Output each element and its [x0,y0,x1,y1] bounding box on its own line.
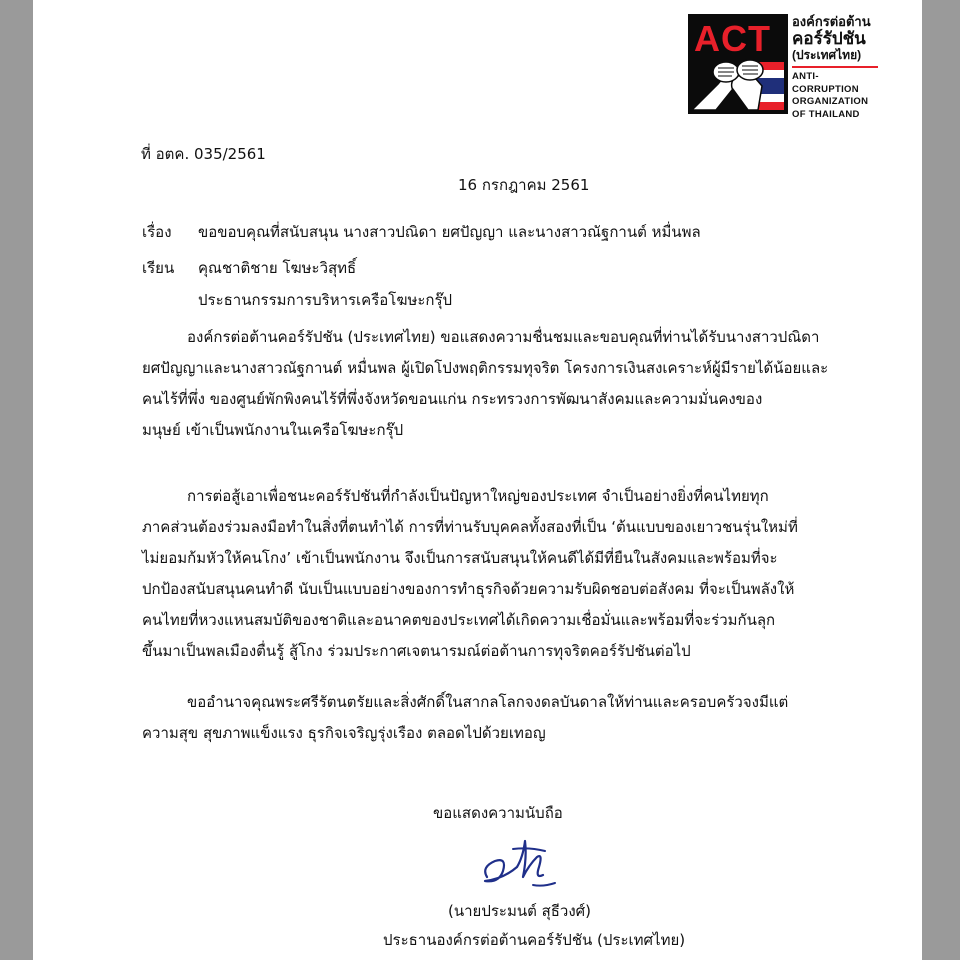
paragraph-line: ภาคส่วนต้องร่วมลงมือทำในสิ่งที่ตนทำได้ การที่ท่านรับบุคคลทั้งสองที่เป็น ‘ต้นแบบของเยาวชนรุ่นใหม่ที่ [142,518,798,536]
recipient-label: เรียน [142,259,175,277]
paragraph-line: ยศปัญญาและนางสาวณัฐกานต์ หมื่นพล ผู้เปิดโปงพฤติกรรมทุจริต โครงการเงินสงเคราะห์ผู้มีรายได้น้อยและ [142,359,829,377]
act-logo [688,14,888,118]
body-paragraph-2 [142,481,812,667]
body-paragraph-1 [142,322,829,446]
subject-label: เรื่อง [142,223,172,241]
logo-text [792,14,892,121]
paragraph-line: ความสุข สุขภาพแข็งแรง ธุรกิจเจริญรุ่งเรือง ตลอดไปด้วยเทอญ [142,724,546,742]
paragraph-line: คนไร้ที่พึ่ง ของศูนย์พักพิงคนไร้ที่พึ่งจังหวัดขอนแก่น กระทรวงการพัฒนาสังคมและความมั่นคงของ [142,390,763,408]
paragraph-line: มนุษย์ เข้าเป็นพนักงานในเครือโฆษะกรุ๊ป [142,421,404,439]
signer-title: ประธานองค์กรต่อต้านคอร์รัปชัน (ประเทศไทย) [383,931,686,949]
letter-page [33,0,922,960]
logo-en-line-1: ANTI-CORRUPTION [792,66,878,96]
logo-en-line-2: ORGANIZATION [792,96,869,107]
signer-name: (นายประมนต์ สุธีวงศ์) [448,902,592,920]
recipient-title: ประธานกรรมการบริหารเครือโฆษะกรุ๊ป [198,291,453,309]
paragraph-line: ขออำนาจคุณพระศรีรัตนตรัยและสิ่งศักดิ์ในสากลโลกจงดลบันดาลให้ท่านและครอบครัวจงมีแต่ [187,693,789,711]
paragraph-line: การต่อสู้เอาเพื่อชนะคอร์รัปชันที่กำลังเป็นปัญหาใหญ่ของประเทศ จำเป็นอย่างยิ่งที่คนไทยทุก [187,487,769,505]
paragraph-line: ไม่ยอมก้มหัวให้คนโกง’ เข้าเป็นพนักงาน จึงเป็นการสนับสนุนให้คนดีได้มีที่ยืนในสังคมและพร้อมที่จะ [142,549,778,567]
closing-salutation: ขอแสดงความนับถือ [433,804,563,822]
paragraph-line: คนไทยที่หวงแหนสมบัติของชาติและอนาคตของประเทศได้เกิดความเชื่อมั่นและพร้อมที่จะร่วมกันลุก [142,611,776,629]
logo-mark [688,14,788,114]
signature-image [473,827,573,895]
logo-en-line-3: OF THAILAND [792,108,860,120]
recipient-name: คุณชาติชาย โฆษะวิสุทธิ์ [198,259,357,277]
body-paragraph-3 [142,687,812,749]
logo-thai-line-1: องค์กรต่อต้าน [792,14,871,29]
logo-word: ACT [694,18,771,59]
subject-text: ขอขอบคุณที่สนับสนุน นางสาวปณิดา ยศปัญญา และนางสาวณัฐกานต์ หมื่นพล [198,223,701,241]
paragraph-line: ปกป้องสนับสนุนคนทำดี นับเป็นแบบอย่างของการทำธุรกิจด้วยความรับผิดชอบต่อสังคม ที่จะเป็นพลังให้ [142,580,795,598]
paragraph-line: ขึ้นมาเป็นพลเมืองตื่นรู้ สู้โกง ร่วมประกาศเจตนารมณ์ต่อต้านการทุจริตคอร์รัปชันต่อไป [142,642,691,660]
logo-thai-line-2: คอร์รัปชัน [792,29,866,48]
paragraph-line: องค์กรต่อต้านคอร์รัปชัน (ประเทศไทย) ขอแสดงความชื่นชมและขอบคุณที่ท่านได้รับนางสาวปณิดา [187,328,820,346]
letter-date: 16 กรกฎาคม 2561 [458,176,590,194]
reference-number: ที่ อตค. 035/2561 [141,145,266,163]
logo-thai-line-3: (ประเทศไทย) [792,48,862,62]
